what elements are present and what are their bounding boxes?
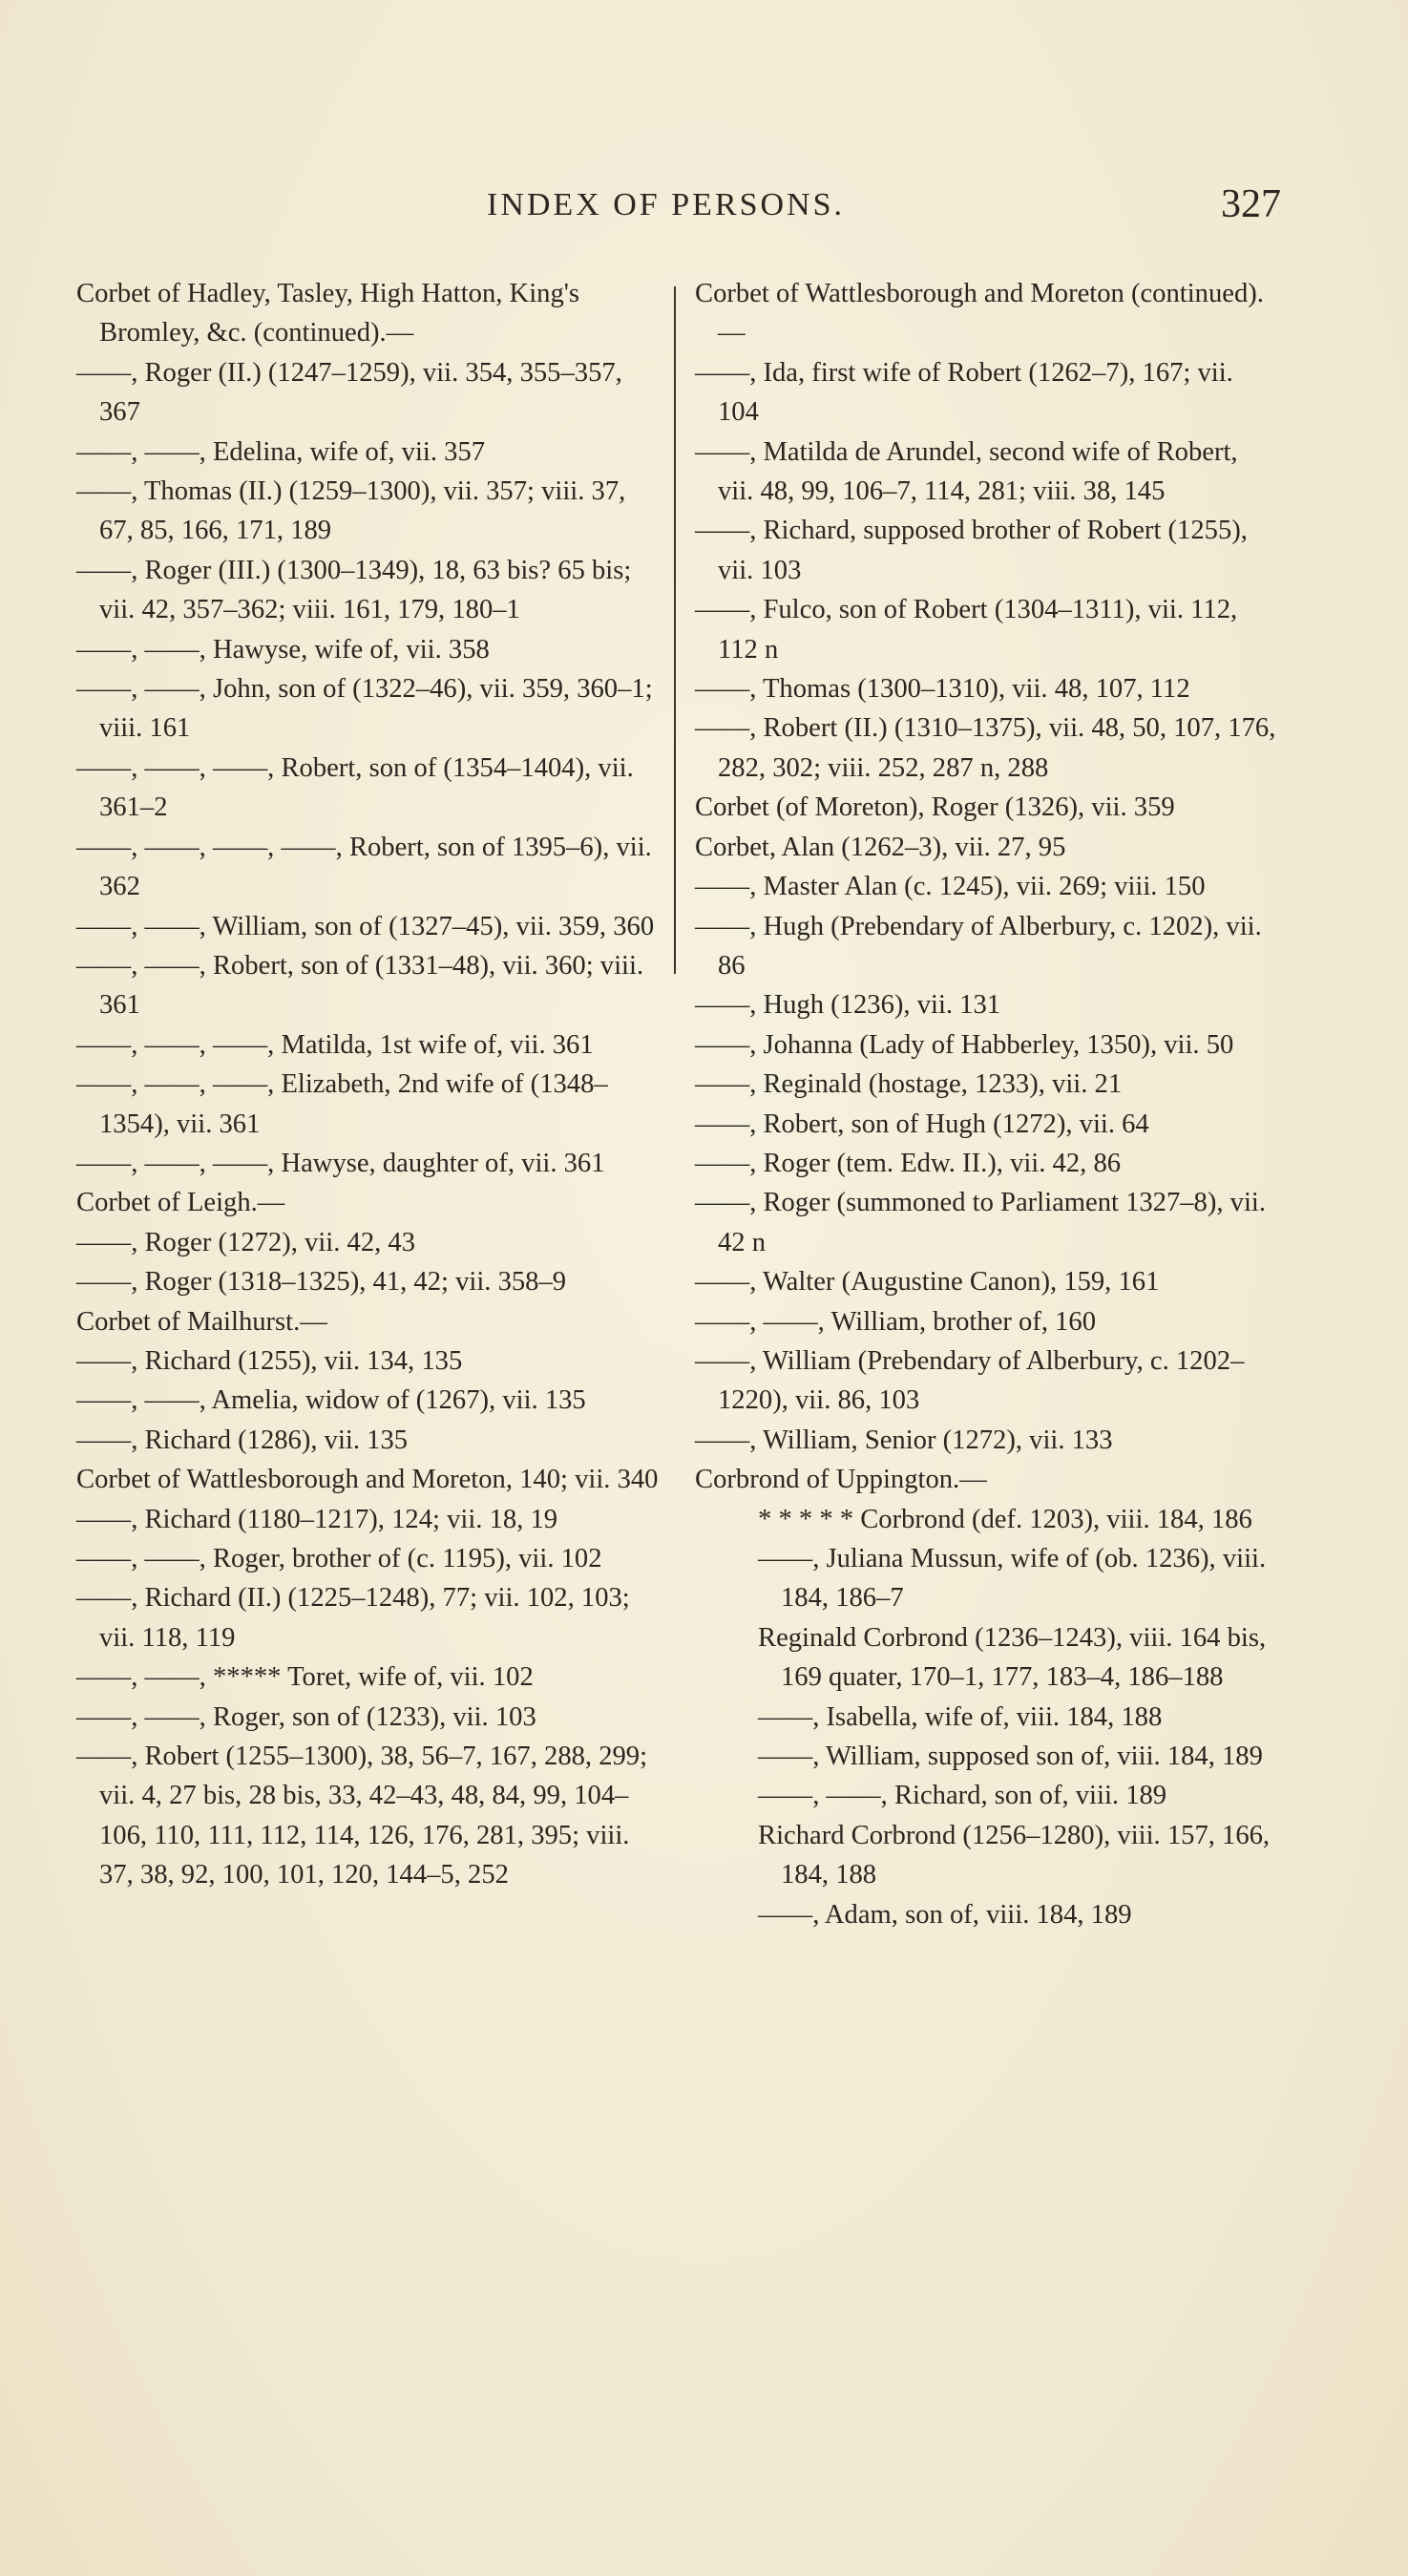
index-column-right [695,274,1279,1934]
index-entry: ——, Richard (1286), vii. 135 [76,1425,409,1455]
index-entry: ——, Roger (tem. Edw. II.), vii. 42, 86 [695,1148,1122,1178]
index-entry: ——, ——, Robert, son of (1331–48), vii. 360; viii. 361 [76,950,644,1021]
index-entry: Corbrond of Uppington.— [695,1465,987,1495]
index-entry: ——, Richard, supposed brother of Robert (1255), vii. 103 [695,516,1248,585]
index-entry: Corbet (of Moreton), Roger (1326), vii. 359 [695,792,1175,823]
index-entry: Corbet of Leigh.— [76,1188,285,1218]
index-entry: Corbet of Hadley, Tasley, High Hatton, King's Bromley, &c. (continued).— [76,279,580,348]
index-entry: Reginald Corbrond (1236–1243), viii. 164 bis, 169 quater, 170–1, 177, 183–4, 186–188 [758,1622,1267,1693]
index-entry: ——, William, supposed son of, viii. 184, 189 [758,1742,1263,1772]
index-entry: ——, Richard (II.) (1225–1248), 77; vii. 102, 103; vii. 118, 119 [76,1583,630,1653]
index-entry: Corbet of Wattlesborough and Moreton (continued).— [695,279,1264,348]
index-column-left [76,274,659,1895]
index-entry: ——, Thomas (II.) (1259–1300), vii. 357; viii. 37, 67, 85, 166, 171, 189 [76,476,626,546]
running-title: INDEX OF PERSONS. [487,187,845,222]
index-entry: Corbet of Mailhurst.— [76,1306,327,1337]
index-entry: ——, ——, ——, Hawyse, daughter of, vii. 361 [76,1148,605,1178]
index-entry: ——, William (Prebendary of Alberbury, c. 1202–1220), vii. 86, 103 [695,1345,1245,1416]
index-entry: ——, Matilda de Arundel, second wife of Robert, vii. 48, 99, 106–7, 114, 281; viii. 38, 145 [695,436,1238,507]
index-entry: ——, ——, Amelia, widow of (1267), vii. 135 [76,1385,586,1416]
index-entry: ——, Roger (summoned to Parliament 1327–8), vii. 42 n [695,1188,1267,1257]
index-entry: ——, Isabella, wife of, viii. 184, 188 [758,1701,1163,1732]
index-entry: ——, William, Senior (1272), vii. 133 [695,1425,1113,1455]
index-entry: ——, Roger (1272), vii. 42, 43 [76,1227,416,1257]
index-entry: ——, ——, Roger, brother of (c. 1195), vii. 102 [76,1544,602,1573]
index-entry: * * * * * Corbrond (def. 1203), viii. 184, 186 [758,1504,1252,1534]
index-entry: ——, ——, ——, Matilda, 1st wife of, vii. 361 [76,1029,594,1060]
index-entry: ——, Master Alan (c. 1245), vii. 269; viii. 150 [695,872,1206,902]
index-entry: ——, Roger (III.) (1300–1349), 18, 63 bis? 65 bis; vii. 42, 357–362; viii. 161, 179, 180–1 [76,555,632,625]
index-entry: ——, ——, ——, Elizabeth, 2nd wife of (1348–1354), vii. 361 [76,1069,608,1139]
index-entry: ——, Thomas (1300–1310), vii. 48, 107, 112 [695,674,1190,705]
index-entry: ——, Richard (1255), vii. 134, 135 [76,1345,463,1376]
index-entry: ——, ——, Edelina, wife of, vii. 357 [76,436,486,467]
index-entry: ——, Juliana Mussun, wife of (ob. 1236), viii. 184, 186–7 [758,1544,1267,1614]
index-entry: ——, Fulco, son of Robert (1304–1311), vii. 112, 112 n [695,595,1238,665]
index-entry: Corbet, Alan (1262–3), vii. 27, 95 [695,832,1066,862]
index-entry: ——, Reginald (hostage, 1233), vii. 21 [695,1069,1123,1100]
index-entry: ——, Robert, son of Hugh (1272), vii. 64 [695,1109,1149,1139]
index-entry: ——, Roger (1318–1325), 41, 42; vii. 358–9 [76,1267,567,1298]
index-entry: ——, Ida, first wife of Robert (1262–7), 167; vii. 104 [695,357,1233,428]
index-entry: ——, ——, John, son of (1322–46), vii. 359, 360–1; viii. 161 [76,674,653,744]
index-entry: ——, Adam, son of, viii. 184, 189 [758,1899,1132,1930]
index-entry: ——, ——, William, son of (1327–45), vii. 359, 360 [76,911,655,941]
index-entry: ——, ——, William, brother of, 160 [695,1306,1097,1337]
index-entry: ——, Hugh (1236), vii. 131 [695,990,1001,1021]
index-entry: ——, ——, ***** Toret, wife of, vii. 102 [76,1662,534,1693]
index-entry: ——, ——, ——, Robert, son of (1354–1404), vii. 361–2 [76,752,634,823]
page-number: 327 [1221,182,1281,226]
index-entry: Richard Corbrond (1256–1280), viii. 157, 166, 184, 188 [758,1820,1271,1890]
index-entry: ——, Richard (1180–1217), 124; vii. 18, 19 [76,1504,558,1534]
index-entry: ——, Robert (1255–1300), 38, 56–7, 167, 288, 299; vii. 4, 27 bis, 28 bis, 33, 42–43, 48, 84, 99, 104–106, 110, 111, 112, 114, 126, 176, 281, 395; viii. 37, 38, 92, 100, 101, 120, 144–5, 252 [76,1742,648,1890]
index-entry: ——, Hugh (Prebendary of Alberbury, c. 1202), vii. 86 [695,911,1262,981]
index-entry: ——, Roger (II.) (1247–1259), vii. 354, 355–357, 367 [76,357,622,428]
index-entry: Corbet of Wattlesborough and Moreton, 140; vii. 340 [76,1465,659,1495]
index-entry: ——, ——, Roger, son of (1233), vii. 103 [76,1701,536,1732]
index-entry: ——, Robert (II.) (1310–1375), vii. 48, 50, 107, 176, 282, 302; viii. 252, 287 n, 288 [695,713,1276,783]
index-entry: ——, ——, ——, ——, Robert, son of 1395–6), vii. 362 [76,832,652,902]
index-entry: ——, ——, Hawyse, wife of, vii. 358 [76,634,490,665]
index-entry: ——, ——, Richard, son of, viii. 189 [758,1781,1167,1811]
index-entry: ——, Johanna (Lady of Habberley, 1350), vii. 50 [695,1029,1234,1060]
index-entry: ——, Walter (Augustine Canon), 159, 161 [695,1267,1160,1298]
column-divider [674,286,676,974]
page-header [0,181,1408,239]
